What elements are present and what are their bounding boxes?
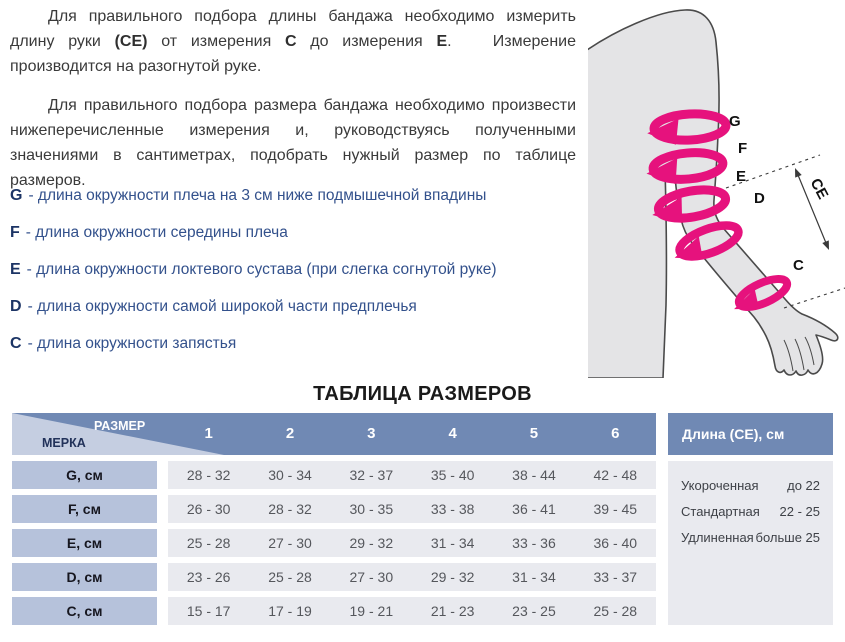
desc-c: - длина окружности запястья [27, 335, 237, 352]
band-label-e: E [736, 168, 747, 185]
column-header-1: 1 [204, 425, 213, 442]
ce-arrowhead-bottom [822, 240, 829, 250]
list-item-d [10, 288, 588, 325]
length-row-extended [681, 525, 820, 551]
size-cell: 31 - 34 [512, 569, 556, 585]
size-cell: 36 - 41 [512, 501, 556, 517]
row-values [168, 495, 656, 523]
size-cell: 25 - 28 [186, 535, 231, 551]
size-cell: 32 - 37 [349, 467, 394, 483]
row-label: D, см [12, 563, 157, 591]
list-item-f [10, 214, 588, 251]
band-label-c: C [793, 257, 804, 274]
letter-f: F [10, 224, 20, 241]
column-header-5: 5 [529, 425, 539, 442]
letter-d: D [10, 298, 22, 315]
row-values [168, 529, 656, 557]
p1-bold-ce: (СЕ) [114, 33, 148, 50]
desc-g: - длина окружности плеча на 3 см ниже подмышечной впадины [28, 187, 487, 204]
length-label: Стандартная [681, 504, 760, 519]
paragraph-size-selection: Для правильного подбора размера бандажа необходимо произвести нижеперечисленные измерения и, руководствуясь полученными значениями в сантиметрах, подобрать нужный размер по таблице размеров. [10, 97, 576, 189]
size-cell: 42 - 48 [593, 467, 638, 483]
size-cell: 27 - 30 [349, 569, 394, 585]
size-cell: 33 - 36 [512, 535, 556, 551]
size-cell: 23 - 26 [186, 569, 231, 585]
column-header-4: 4 [448, 425, 457, 442]
ce-arrowhead-top [795, 168, 802, 178]
size-cell: 28 - 32 [268, 501, 312, 517]
p1-text: до измерения [296, 33, 437, 50]
paragraph-length-selection [10, 4, 576, 79]
letter-g: G [10, 187, 23, 204]
arm-measurement-illustration [588, 0, 845, 378]
size-cell: 19 - 21 [349, 603, 394, 619]
corner-label-merka: МЕРКА [42, 436, 86, 450]
band-label-g: G [729, 113, 741, 130]
length-table-body [668, 461, 833, 625]
p1-text: Для правильного подбора длины бандажа необходимо измерить длину руки [10, 8, 576, 50]
row-values [168, 563, 656, 591]
size-cell: 28 - 32 [186, 467, 231, 483]
size-cell: 30 - 35 [349, 501, 394, 517]
measurement-list [10, 177, 588, 362]
p1-text: от измерения [147, 33, 285, 50]
row-label: E, см [12, 529, 157, 557]
size-cell: 26 - 30 [186, 501, 231, 517]
letter-c: C [10, 335, 22, 352]
list-item-c [10, 325, 588, 362]
length-row-short [681, 473, 820, 499]
row-values [168, 597, 656, 625]
size-cell: 36 - 40 [593, 535, 638, 551]
size-cell: 29 - 32 [349, 535, 394, 551]
length-label: Укороченная [681, 478, 759, 493]
length-value: больше 25 [755, 530, 820, 545]
column-header-3: 3 [367, 425, 376, 442]
size-column-headers [168, 413, 656, 455]
size-cell: 33 - 38 [430, 501, 475, 517]
size-cell: 35 - 40 [430, 467, 475, 483]
size-cell: 25 - 28 [268, 569, 312, 585]
size-cell: 25 - 28 [593, 603, 638, 619]
size-table-title: ТАБЛИЦА РАЗМЕРОВ [313, 383, 532, 405]
row-label: F, см [12, 495, 157, 523]
size-cell: 21 - 23 [430, 603, 475, 619]
letter-e: E [10, 261, 21, 278]
list-item-g [10, 177, 588, 214]
length-label: Удлиненная [681, 530, 754, 545]
length-row-standard [681, 499, 820, 525]
p1-bold-e: Е [436, 33, 448, 50]
size-row-f [12, 495, 656, 523]
size-cell: 30 - 34 [268, 467, 312, 483]
size-row-d [12, 563, 656, 591]
desc-f: - длина окружности середины плеча [25, 224, 288, 241]
list-item-e [10, 251, 588, 288]
band-label-d: D [754, 190, 765, 207]
desc-d: - длина окружности самой широкой части предплечья [27, 298, 417, 315]
size-cell: 15 - 17 [186, 603, 231, 619]
length-value: до 22 [787, 478, 820, 493]
size-cell: 27 - 30 [268, 535, 312, 551]
length-table-header: Длина (СЕ), см [668, 413, 833, 455]
size-table-header [12, 413, 656, 455]
size-cell: 29 - 32 [430, 569, 475, 585]
column-header-6: 6 [611, 425, 620, 442]
column-header-2: 2 [285, 425, 295, 442]
p1-text: . Измерение производится на разогнутой руке. [10, 33, 576, 75]
ce-extension-line-bottom [784, 288, 845, 308]
size-cell: 17 - 19 [268, 603, 312, 619]
row-label: G, см [12, 461, 157, 489]
size-row-e [12, 529, 656, 557]
size-row-c [12, 597, 656, 625]
size-cell: 23 - 25 [512, 603, 556, 619]
row-values [168, 461, 656, 489]
size-cell: 39 - 45 [593, 501, 638, 517]
size-table [12, 413, 656, 625]
size-cell: 38 - 44 [512, 467, 556, 483]
p1-bold-c: С [285, 33, 297, 50]
length-table [668, 413, 833, 625]
size-cell: 33 - 37 [593, 569, 638, 585]
size-row-g [12, 461, 656, 489]
band-label-f: F [738, 140, 748, 157]
corner-label-razmer: РАЗМЕР [94, 419, 146, 433]
length-value: 22 - 25 [779, 504, 820, 519]
size-cell: 31 - 34 [430, 535, 475, 551]
ce-label: СЕ [806, 175, 832, 203]
row-label: C, см [12, 597, 157, 625]
desc-e: - длина окружности локтевого сустава (при слегка согнутой руке) [26, 261, 497, 278]
arm-illustration-svg [588, 0, 845, 378]
